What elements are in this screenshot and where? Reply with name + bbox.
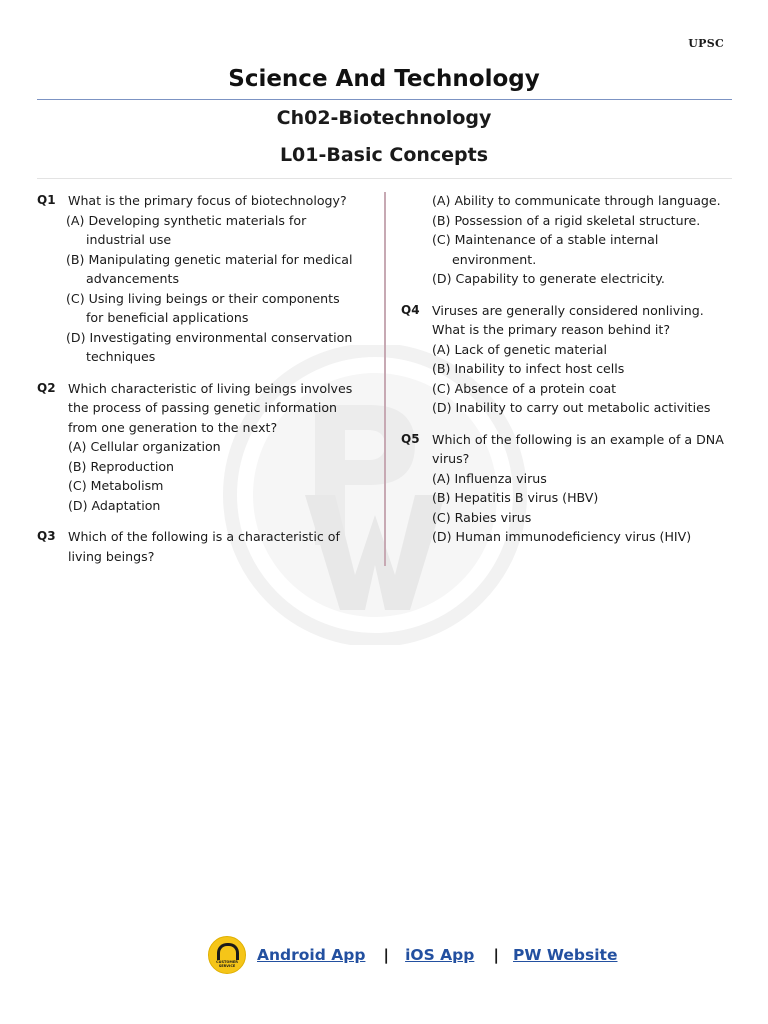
question-number: Q4 xyxy=(401,302,420,317)
pw-website-link[interactable]: PW Website xyxy=(513,946,618,964)
option-d: (D) Adaptation xyxy=(68,497,161,513)
exam-tag: UPSC xyxy=(688,37,724,50)
option-c: (C) Using living beings or their components for beneficial applications xyxy=(66,290,340,325)
question-text: Which characteristic of living beings involves the process of passing genetic information from one generation to the next? xyxy=(68,380,353,435)
option-a: (A) Cellular organization xyxy=(68,439,221,454)
option-a: (A) Lack of genetic material xyxy=(432,341,607,357)
subject-title: Science And Technology xyxy=(228,66,540,92)
option-b: (B) Inability to infect host cells xyxy=(432,361,625,376)
badge-caption: CUSTOMER SERVICE xyxy=(216,960,238,968)
column-divider xyxy=(384,192,386,566)
question-number: Q1 xyxy=(37,193,56,207)
option-a: (A) Developing synthetic materials for industrial use xyxy=(66,212,307,247)
question-text: What is the primary focus of biotechnology? xyxy=(68,193,347,208)
question-4 xyxy=(401,301,726,418)
ios-app-link[interactable]: iOS App xyxy=(405,946,475,964)
footer-links xyxy=(208,936,617,974)
question-5 xyxy=(401,430,726,547)
section-rule xyxy=(37,178,732,179)
question-number: Q2 xyxy=(37,380,56,395)
option-d: (D) Human immunodeficiency virus (HIV) xyxy=(432,529,692,544)
question-number: Q5 xyxy=(401,431,420,446)
option-a: (A) Ability to communicate through language. xyxy=(432,193,721,208)
headset-icon xyxy=(217,943,239,960)
option-b: (B) Possession of a rigid skeletal structure. xyxy=(432,212,701,228)
option-a: (A) Influenza virus xyxy=(432,470,547,486)
left-column xyxy=(37,191,359,578)
question-number: Q3 xyxy=(37,529,56,543)
option-d: (D) Investigating environmental conservation techniques xyxy=(66,329,353,364)
link-separator: | xyxy=(493,946,500,964)
option-c: (C) Absence of a protein coat xyxy=(432,380,617,396)
question-3 xyxy=(37,527,359,566)
question-1 xyxy=(37,191,359,367)
question-text: Viruses are generally considered nonliving. What is the primary reason behind it? xyxy=(432,302,704,337)
question-2 xyxy=(37,379,359,516)
header-rule xyxy=(37,99,732,100)
question-text: Which of the following is a characteristic of living beings? xyxy=(68,529,340,564)
option-d: (D) Capability to generate electricity. xyxy=(432,271,665,286)
customer-service-icon[interactable] xyxy=(208,936,246,974)
right-column xyxy=(401,191,726,559)
lesson-title: L01-Basic Concepts xyxy=(279,144,489,166)
option-d: (D) Inability to carry out metabolic activities xyxy=(432,400,711,415)
option-b: (B) Manipulating genetic material for medical advancements xyxy=(66,251,353,286)
question-3-options xyxy=(401,191,726,289)
chapter-title: Ch02-Biotechnology xyxy=(276,107,492,129)
option-b: (B) Reproduction xyxy=(68,458,175,474)
question-text: Which of the following is an example of a DNA virus? xyxy=(432,431,724,466)
option-c: (C) Metabolism xyxy=(68,478,164,493)
android-app-link[interactable]: Android App xyxy=(257,946,366,964)
link-separator: | xyxy=(383,946,390,964)
option-c: (C) Rabies virus xyxy=(432,509,532,525)
option-c: (C) Maintenance of a stable internal environment. xyxy=(432,232,659,267)
option-b: (B) Hepatitis B virus (HBV) xyxy=(432,490,599,505)
